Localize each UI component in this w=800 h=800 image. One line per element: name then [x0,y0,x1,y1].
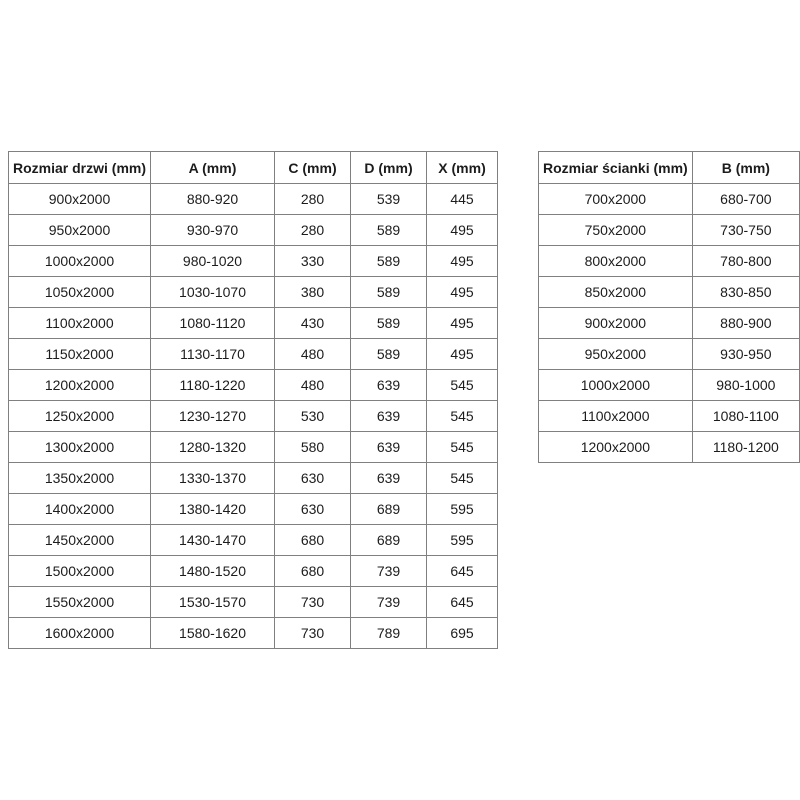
table-row [9,246,498,277]
table-cell: 545 [427,432,498,463]
table-cell: 530 [275,401,351,432]
table-cell: 930-950 [692,339,799,370]
table-cell: 980-1020 [151,246,275,277]
table-cell: 739 [351,556,427,587]
table-cell: 380 [275,277,351,308]
table-cell: 789 [351,618,427,649]
table-cell: 680 [275,556,351,587]
table-cell: 730-750 [692,215,799,246]
table-cell: 700x2000 [539,184,693,215]
table-cell: 1100x2000 [539,401,693,432]
column-header: Rozmiar drzwi (mm) [9,152,151,184]
wall-size-table-container [538,151,800,463]
table-cell: 430 [275,308,351,339]
table-cell: 480 [275,339,351,370]
table-cell: 1400x2000 [9,494,151,525]
table-cell: 1250x2000 [9,401,151,432]
table-cell: 930-970 [151,215,275,246]
table-cell: 280 [275,184,351,215]
table-cell: 1200x2000 [539,432,693,463]
table-cell: 680 [275,525,351,556]
table-cell: 545 [427,401,498,432]
table-row [539,308,800,339]
table-row [9,432,498,463]
table-cell: 645 [427,556,498,587]
table-cell: 589 [351,215,427,246]
door-size-table-container [8,151,498,649]
table-row [539,401,800,432]
column-header: C (mm) [275,152,351,184]
table-cell: 800x2000 [539,246,693,277]
table-cell: 280 [275,215,351,246]
table-cell: 1150x2000 [9,339,151,370]
table-cell: 739 [351,587,427,618]
table-cell: 1180-1220 [151,370,275,401]
table-cell: 1300x2000 [9,432,151,463]
table-cell: 1380-1420 [151,494,275,525]
table-row [9,339,498,370]
table-cell: 880-900 [692,308,799,339]
table-cell: 950x2000 [9,215,151,246]
table-cell: 750x2000 [539,215,693,246]
table-cell: 1030-1070 [151,277,275,308]
wall-size-table [538,151,800,463]
table-row [539,339,800,370]
table-cell: 589 [351,339,427,370]
table-cell: 495 [427,246,498,277]
table-cell: 1000x2000 [9,246,151,277]
door-table-header-row [9,152,498,184]
table-cell: 1450x2000 [9,525,151,556]
table-cell: 639 [351,463,427,494]
table-cell: 630 [275,463,351,494]
table-cell: 1530-1570 [151,587,275,618]
table-cell: 495 [427,308,498,339]
table-cell: 1550x2000 [9,587,151,618]
table-cell: 495 [427,215,498,246]
table-cell: 545 [427,370,498,401]
table-row [539,277,800,308]
table-row [9,277,498,308]
table-cell: 495 [427,277,498,308]
table-cell: 580 [275,432,351,463]
wall-table-header-row [539,152,800,184]
table-cell: 480 [275,370,351,401]
table-cell: 830-850 [692,277,799,308]
table-cell: 1580-1620 [151,618,275,649]
table-row [9,494,498,525]
table-cell: 695 [427,618,498,649]
table-cell: 630 [275,494,351,525]
table-cell: 1130-1170 [151,339,275,370]
table-cell: 850x2000 [539,277,693,308]
table-cell: 1050x2000 [9,277,151,308]
table-row [9,184,498,215]
table-row [9,556,498,587]
table-cell: 545 [427,463,498,494]
table-row [539,370,800,401]
table-row [539,215,800,246]
table-cell: 1330-1370 [151,463,275,494]
table-cell: 589 [351,246,427,277]
table-cell: 495 [427,339,498,370]
table-cell: 880-920 [151,184,275,215]
table-cell: 589 [351,277,427,308]
table-row [9,215,498,246]
table-cell: 1080-1120 [151,308,275,339]
column-header: Rozmiar ścianki (mm) [539,152,693,184]
table-row [539,432,800,463]
table-cell: 1000x2000 [539,370,693,401]
table-cell: 1230-1270 [151,401,275,432]
table-cell: 639 [351,401,427,432]
table-cell: 900x2000 [539,308,693,339]
table-cell: 680-700 [692,184,799,215]
table-cell: 445 [427,184,498,215]
table-cell: 980-1000 [692,370,799,401]
table-cell: 1350x2000 [9,463,151,494]
table-cell: 1180-1200 [692,432,799,463]
table-cell: 639 [351,432,427,463]
table-cell: 539 [351,184,427,215]
table-cell: 1500x2000 [9,556,151,587]
table-cell: 689 [351,525,427,556]
table-cell: 1480-1520 [151,556,275,587]
table-cell: 595 [427,494,498,525]
table-row [539,184,800,215]
table-cell: 1100x2000 [9,308,151,339]
door-size-table [8,151,498,649]
table-row [9,525,498,556]
table-row [9,618,498,649]
table-cell: 780-800 [692,246,799,277]
table-cell: 689 [351,494,427,525]
table-row [9,587,498,618]
table-cell: 730 [275,618,351,649]
table-row [9,308,498,339]
column-header: D (mm) [351,152,427,184]
column-header: B (mm) [692,152,799,184]
table-cell: 950x2000 [539,339,693,370]
wall-table-body [539,184,800,463]
door-table-body [9,184,498,649]
table-row [9,401,498,432]
table-cell: 1200x2000 [9,370,151,401]
table-row [539,246,800,277]
table-cell: 730 [275,587,351,618]
column-header: A (mm) [151,152,275,184]
table-cell: 330 [275,246,351,277]
table-cell: 1430-1470 [151,525,275,556]
table-cell: 1600x2000 [9,618,151,649]
column-header: X (mm) [427,152,498,184]
table-cell: 645 [427,587,498,618]
table-cell: 589 [351,308,427,339]
table-row [9,370,498,401]
table-cell: 1280-1320 [151,432,275,463]
table-cell: 1080-1100 [692,401,799,432]
table-cell: 639 [351,370,427,401]
table-cell: 900x2000 [9,184,151,215]
table-cell: 595 [427,525,498,556]
table-row [9,463,498,494]
